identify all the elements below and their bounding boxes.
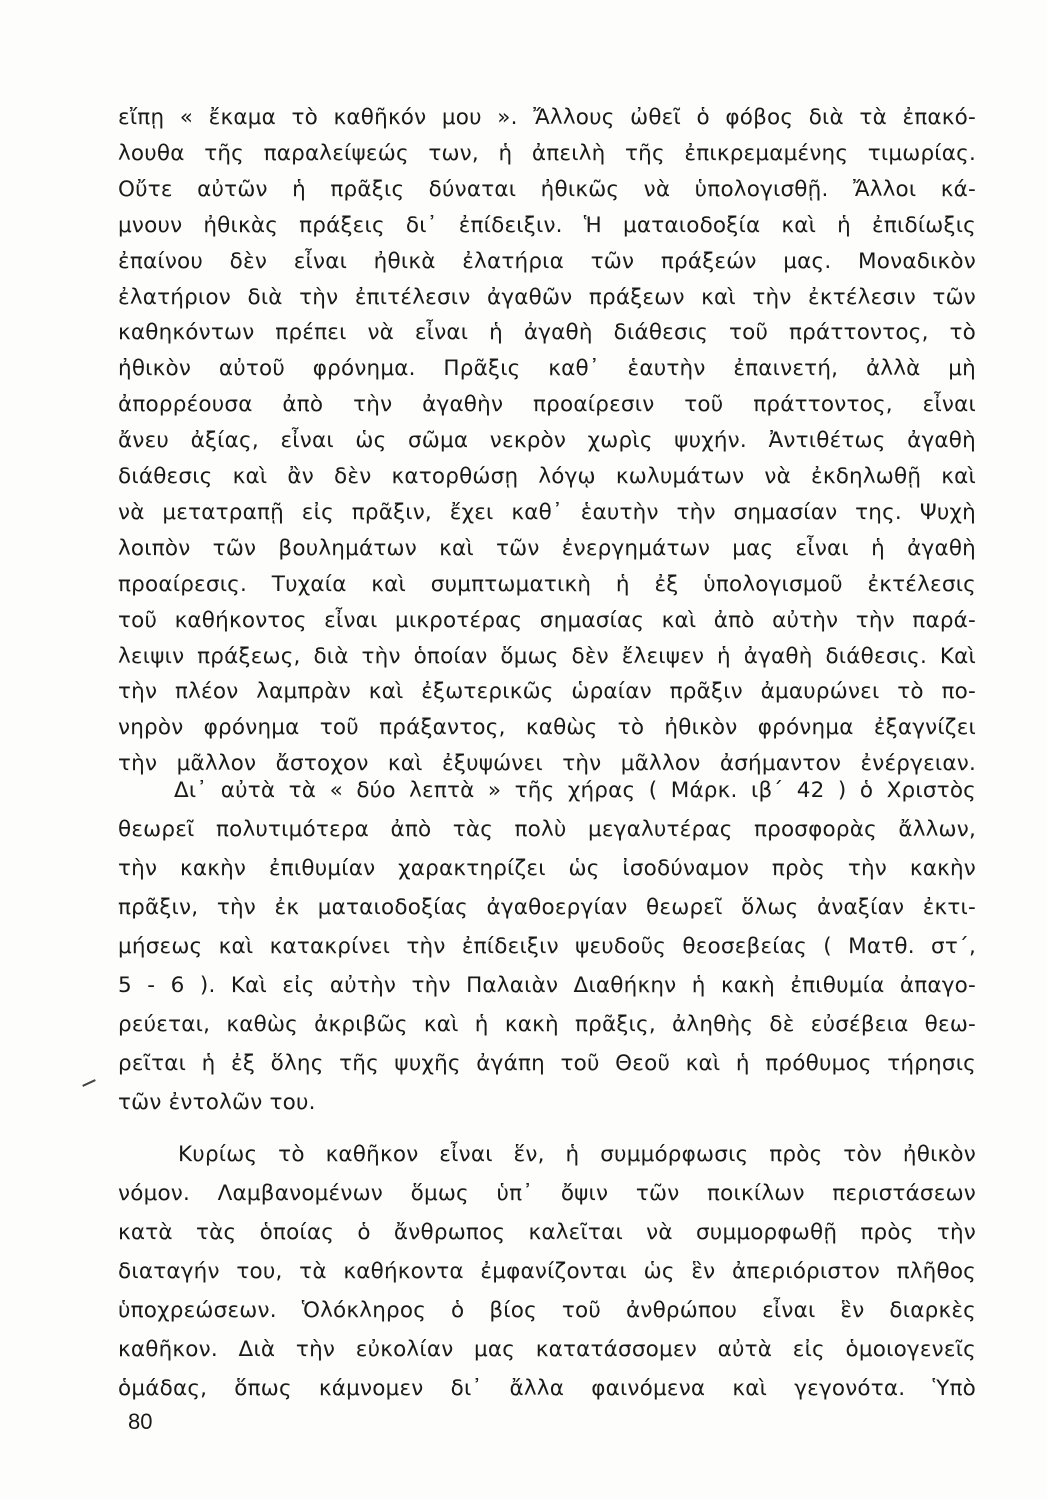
ink-mark (82, 1079, 96, 1087)
text-line: ἠθικὸν αὐτοῦ φρόνημα. Πρᾶξις καθ᾽ ἑαυτὴν ἐπαινετή, ἀλλὰ μὴ (118, 356, 976, 382)
text-line: Κυρίως τὸ καθῆκον εἶναι ἕν, ἡ συμμόρφωσις πρὸς τὸν ἠθικὸν (178, 1142, 976, 1167)
text-line: τὴν κακὴν ἐπιθυμίαν χαρακτηρίζει ὡς ἰσοδύναμον πρὸς τὴν κακὴν (118, 856, 976, 881)
text-line: διαταγήν του, τὰ καθήκοντα ἐμφανίζονται ὡς ἓν ἀπεριόριστον πλῆθος (118, 1259, 976, 1284)
text-line: διάθεσις καὶ ἂν δὲν κατορθώσῃ λόγῳ κωλυμάτων νὰ ἐκδηλωθῇ καὶ (118, 464, 976, 489)
text-line: πρᾶξιν, τὴν ἐκ ματαιοδοξίας ἀγαθοεργίαν θεωρεῖ ὅλως ἀναξίαν ἐκτι- (118, 895, 976, 920)
text-line: καθῆκον. Διὰ τὴν εὐκολίαν μας κατατάσσομεν αὐτὰ εἰς ὁμοιογενεῖς (118, 1337, 976, 1362)
text-line: μνουν ἠθικὰς πράξεις δι᾽ ἐπίδειξιν. Ἡ ματαιοδοξία καὶ ἡ ἐπιδίωξις (118, 212, 976, 238)
text-line: ὁμάδας, ὅπως κάμνομεν δι᾽ ἄλλα φαινόμενα καὶ γεγονότα. Ὑπὸ (118, 1376, 976, 1401)
text-line: ἐλατήριον διὰ τὴν ἐπιτέλεσιν ἀγαθῶν πράξεων καὶ τὴν ἐκτέλεσιν τῶν (118, 284, 976, 310)
text-line: ἐπαίνου δὲν εἶναι ἠθικὰ ἐλατήρια τῶν πράξεών μας. Μοναδικὸν (118, 248, 976, 274)
text-line: λειψιν πράξεως, διὰ τὴν ὁποίαν ὅμως δὲν ἔλειψεν ἡ ἀγαθὴ διάθεσις. Καὶ (118, 643, 976, 669)
text-line: 5 - 6 ). Καὶ εἰς αὐτὴν τὴν Παλαιὰν Διαθήκην ἡ κακὴ ἐπιθυμία ἀπαγο- (118, 973, 976, 998)
text-line: Οὔτε αὐτῶν ἡ πρᾶξις δύναται ἠθικῶς νὰ ὑπολογισθῇ. Ἄλλοι κά- (118, 176, 976, 202)
text-line: καθηκόντων πρέπει νὰ εἶναι ἡ ἀγαθὴ διάθεσις τοῦ πράττοντος, τὸ (118, 320, 976, 346)
text-line: τὴν μᾶλλον ἄστοχον καὶ ἐξυψώνει τὴν μᾶλλον ἀσήμαντον ἐνέργειαν. (118, 751, 976, 777)
page-number: 80 (128, 1409, 153, 1434)
text-line: μήσεως καὶ κατακρίνει τὴν ἐπίδειξιν ψευδοῦς θεοσεβείας ( Ματθ. στ΄, (118, 934, 976, 959)
text-line: θεωρεῖ πολυτιμότερα ἀπὸ τὰς πολὺ μεγαλυτέρας προσφορὰς ἄλλων, (118, 817, 976, 842)
text-line: ὑποχρεώσεων. Ὁλόκληρος ὁ βίος τοῦ ἀνθρώπου εἶναι ἓν διαρκὲς (118, 1298, 976, 1323)
text-line: ρεύεται, καθὼς ἀκριβῶς καὶ ἡ κακὴ πρᾶξις, ἀληθὴς δὲ εὐσέβεια θεω- (118, 1012, 976, 1037)
text-line: τῶν ἐντολῶν του. (118, 1090, 316, 1115)
text-line: ἀπορρέουσα ἀπὸ τὴν ἀγαθὴν προαίρεσιν τοῦ πράττοντος, εἶναι (118, 392, 976, 418)
text-line: νηρὸν φρόνημα τοῦ πράξαντος, καθὼς τὸ ἠθικὸν φρόνημα ἐξαγνίζει (118, 715, 976, 741)
text-line: ρεῖται ἡ ἐξ ὅλης τῆς ψυχῆς ἀγάπη τοῦ Θεοῦ καὶ ἡ πρόθυμος τήρησις (118, 1051, 976, 1076)
text-line: Δι᾽ αὐτὰ τὰ « δύο λεπτὰ » τῆς χήρας ( Μάρκ. ιβ΄ 42 ) ὁ Χριστὸς (174, 778, 976, 803)
text-line: κατὰ τὰς ὁποίας ὁ ἄνθρωπος καλεῖται νὰ συμμορφωθῇ πρὸς τὴν (118, 1220, 976, 1245)
text-line: λοιπὸν τῶν βουλημάτων καὶ τῶν ἐνεργημάτων μας εἶναι ἡ ἀγαθὴ (118, 535, 976, 561)
text-line: τοῦ καθήκοντος εἶναι μικροτέρας σημασίας καὶ ἀπὸ αὐτὴν τὴν παρά- (118, 607, 976, 633)
text-line: τὴν πλέον λαμπρὰν καὶ ἐξωτερικῶς ὡραίαν πρᾶξιν ἀμαυρώνει τὸ πο- (118, 679, 976, 705)
text-line: λουθα τῆς παραλείψεώς των, ἡ ἀπειλὴ τῆς ἐπικρεμαμένης τιμωρίας. (118, 140, 976, 166)
text-line: ἄνευ ἀξίας, εἶναι ὡς σῶμα νεκρὸν χωρὶς ψυχήν. Ἀντιθέτως ἀγαθὴ (118, 428, 976, 454)
text-line: νόμον. Λαμβανομένων ὅμως ὑπ᾽ ὄψιν τῶν ποικίλων περιστάσεων (118, 1181, 976, 1206)
text-line: νὰ μετατραπῇ εἰς πρᾶξιν, ἔχει καθ᾽ ἑαυτὴν τὴν σημασίαν της. Ψυχὴ (118, 499, 976, 525)
text-line: προαίρεσις. Τυχαία καὶ συμπτωματικὴ ἡ ἐξ ὑπολογισμοῦ ἐκτέλεσις (118, 571, 976, 597)
text-line: εἴπῃ « ἔκαμα τὸ καθῆκόν μου ». Ἄλλους ὠθεῖ ὁ φόβος διὰ τὰ ἐπακό- (118, 105, 976, 130)
